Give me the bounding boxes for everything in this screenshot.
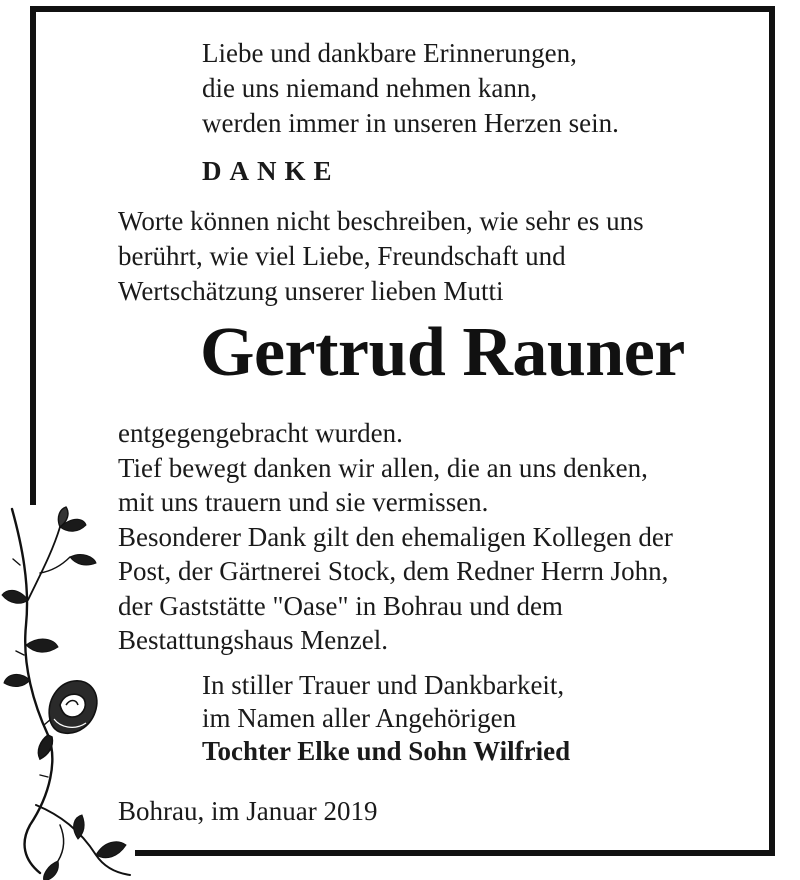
thanks-line: Tief bewegt danken wir allen, die an uns denken, <box>118 452 648 483</box>
memorial-verse <box>202 36 619 141</box>
thanks-line: Besonderer Dank gilt den ehemaligen Kollegen der <box>118 521 673 552</box>
closing-block <box>202 669 570 768</box>
rose-branch-icon <box>0 505 135 880</box>
place-date: Bohrau, im Januar 2019 <box>118 796 378 826</box>
signatories: Tochter Elke und Sohn Wilfried <box>202 736 571 766</box>
verse-line: die uns niemand nehmen kann, <box>202 73 538 103</box>
verse-line: werden immer in unseren Herzen sein. <box>202 108 619 138</box>
intro-line: Worte können nicht beschreiben, wie sehr es uns <box>118 206 644 236</box>
thanks-line: Post, der Gärtnerei Stock, dem Redner Herrn John, <box>118 556 669 586</box>
thanks-line: mit uns trauern und sie vermissen. <box>118 487 489 517</box>
thanks-line: der Gaststätte "Oase" in Bohrau und dem <box>118 590 563 621</box>
verse-line: Liebe und dankbare Erinnerungen, <box>202 38 577 68</box>
intro-paragraph <box>118 204 644 309</box>
closing-line: im Namen aller Angehörigen <box>202 703 517 733</box>
thanks-line: entgegengebracht wurden. <box>118 418 403 448</box>
intro-line: Wertschätzung unserer lieben Mutti <box>118 276 504 306</box>
closing-line: In stiller Trauer und Dankbarkeit, <box>202 670 565 700</box>
intro-line: berührt, wie viel Liebe, Freundschaft und <box>118 241 566 271</box>
thanks-paragraph <box>118 416 673 658</box>
thanks-line: Bestattungshaus Menzel. <box>118 625 388 655</box>
deceased-name: Gertrud Rauner <box>200 314 685 391</box>
heading-danke: DANKE <box>202 156 340 186</box>
